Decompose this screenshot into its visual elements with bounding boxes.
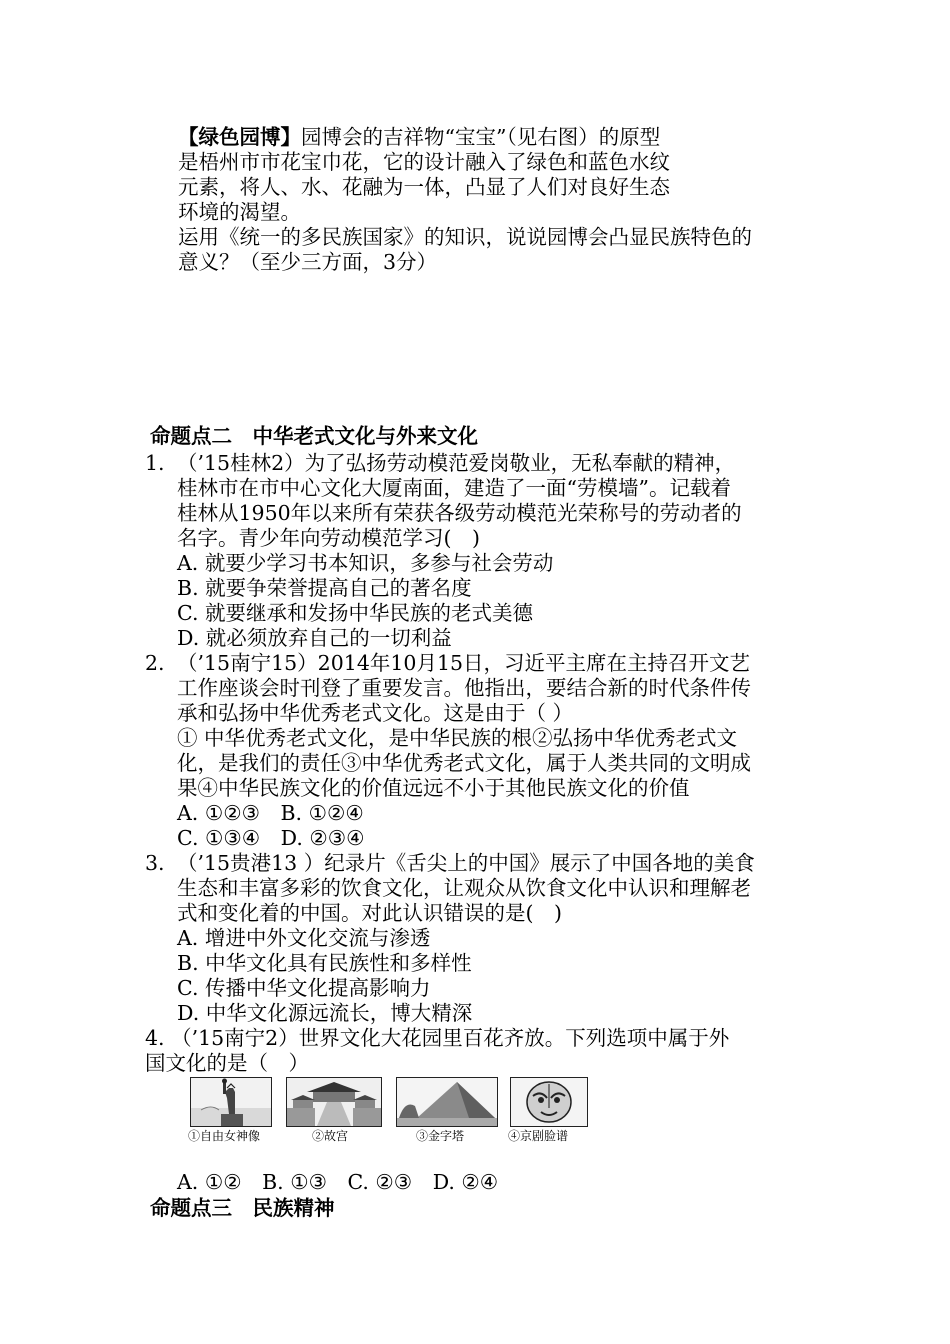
caption-forbidden-city: ②故宫 (312, 1129, 349, 1143)
q2-line-4: ① 中华优秀老式文化，是中华民族的根②弘扬中华优秀老式文 (177, 726, 738, 750)
q2-options-ab: A. ①②③ B. ①②④ (177, 801, 364, 825)
q3-option-d: D. 中华文化源远流长，博大精深 (177, 1001, 473, 1025)
q3-number: 3. (145, 851, 165, 875)
q1-line-4: 名字。青少年向劳动模范学习( ) (177, 526, 480, 550)
q3-line-3: 式和变化着的中国。对此认识错误的是( ) (177, 901, 562, 925)
caption-opera-mask: ④京剧脸谱 (508, 1129, 569, 1143)
q4-answer-options: A. ①② B. ①③ C. ②③ D. ②④ (177, 1170, 499, 1194)
q4-line-2: 国文化的是（ ） (145, 1051, 309, 1075)
section3-title: 命题点三 民族精神 (150, 1196, 335, 1220)
q2-line-3: 承和弘扬中华优秀老式文化。这是由于（ ） (177, 701, 574, 725)
q3-line-1: （’15贵港13 ）纪录片《舌尖上的中国》展示了中国各地的美食 (177, 851, 755, 875)
q1-number: 1. (145, 451, 165, 475)
green-expo-line-2: 是梧州市市花宝巾花，它的设计融入了绿色和蓝色水纹 (178, 150, 670, 174)
q1-option-a: A. 就要少学习书本知识，多参与社会劳动 (177, 551, 554, 575)
q4-line-1: 4. （’15南宁2）世界文化大花园里百花齐放。下列选项中属于外 (145, 1026, 730, 1050)
q2-line-2: 工作座谈会时刊登了重要发言。他指出，要结合新的时代条件传 (177, 676, 751, 700)
q4-picture-row (188, 1077, 588, 1143)
statue-of-liberty-image (190, 1077, 272, 1127)
caption-pyramid: ③金字塔 (416, 1129, 465, 1143)
q1-option-c: C. 就要继承和发扬中华民族的老式美德 (177, 601, 533, 625)
q1-option-d: D. 就必须放弃自己的一切利益 (177, 626, 452, 650)
q2-line-6: 果④中华民族文化的价值远远不小于其他民族文化的价值 (177, 776, 690, 800)
green-expo-line-6: 意义？（至少三方面，3分） (178, 250, 438, 274)
q3-option-c: C. 传播中华文化提高影响力 (177, 976, 431, 1000)
q1-line-2: 桂林市在市中心文化大厦南面，建造了一面“劳模墙”。记载着 (177, 476, 731, 500)
q2-line-1: （’15南宁15）2014年10月15日，习近平主席在主持召开文艺 (177, 651, 751, 675)
green-expo-line-4: 环境的渴望。 (178, 200, 301, 224)
pyramid-image (396, 1077, 498, 1127)
section2-title: 命题点二 中华老式文化与外来文化 (150, 424, 478, 448)
q1-line-3: 桂林从1950年以来所有荣获各级劳动模范光荣称号的劳动者的 (177, 501, 742, 525)
q1-option-b: B. 就要争荣誉提高自己的著名度 (177, 576, 472, 600)
green-expo-text: 园博会的吉祥物“宝宝”（见右图）的原型 (301, 125, 661, 149)
green-expo-line-3: 元素，将人、水、花融为一体，凸显了人们对良好生态 (178, 175, 670, 199)
green-expo-heading: 【绿色园博】 (178, 125, 301, 149)
green-expo-line-5: 运用《统一的多民族国家》的知识，说说园博会凸显民族特色的 (178, 225, 752, 249)
opera-mask-image (510, 1077, 588, 1127)
q2-options-cd: C. ①③④ D. ②③④ (177, 826, 365, 850)
caption-statue-of-liberty: ①自由女神像 (188, 1129, 261, 1143)
q3-line-2: 生态和丰富多彩的饮食文化，让观众从饮食文化中认识和理解老 (177, 876, 751, 900)
q2-line-5: 化，是我们的责任③中华优秀老式文化，属于人类共同的文明成 (177, 751, 751, 775)
q3-option-b: B. 中华文化具有民族性和多样性 (177, 951, 472, 975)
q1-line-1: （’15桂林2）为了弘扬劳动模范爱岗敬业，无私奉献的精神， (177, 451, 736, 475)
q2-number: 2. (145, 651, 165, 675)
green-expo-line-1 (178, 125, 660, 150)
q3-option-a: A. 增进中外文化交流与渗透 (177, 926, 431, 950)
forbidden-city-image (286, 1077, 382, 1127)
